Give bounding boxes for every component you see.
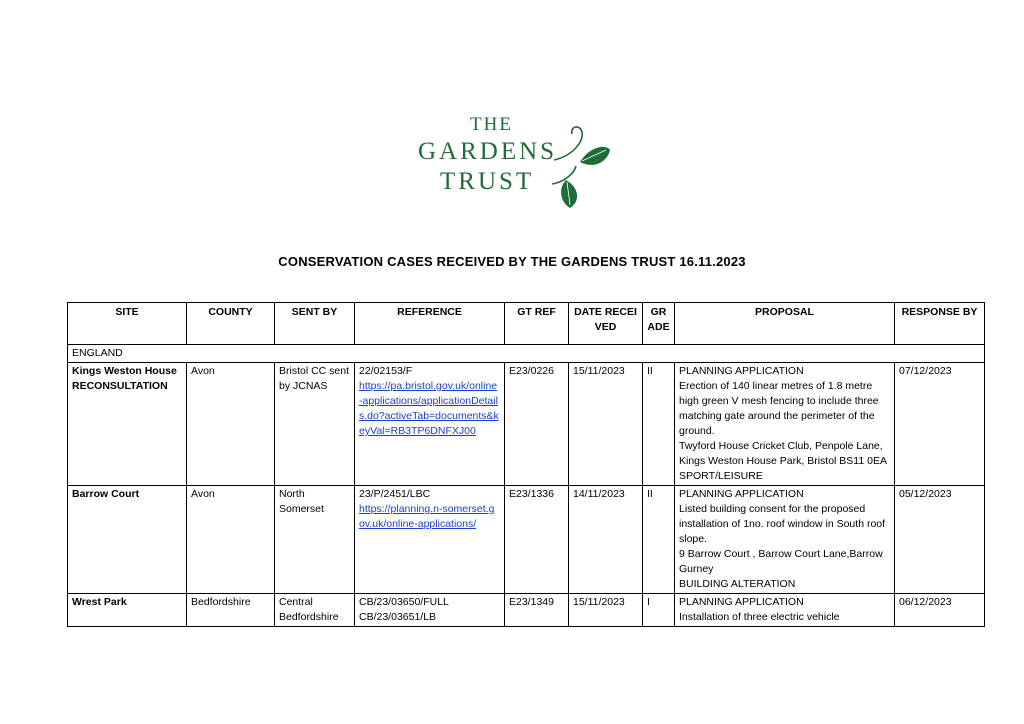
- logo-line-trust: TRUST: [440, 168, 535, 195]
- reference-number: 23/P/2451/LBC: [359, 488, 431, 500]
- cell-proposal: [675, 594, 895, 627]
- col-header-sent-by: SENT BY: [275, 303, 355, 345]
- proposal-category: SPORT/LEISURE: [679, 470, 763, 482]
- cell-sent-by: Bristol CC sent by JCNAS: [275, 363, 355, 486]
- cell-grade: II: [643, 486, 675, 594]
- cell-county: Bedfordshire: [187, 594, 275, 627]
- document-title: CONSERVATION CASES RECEIVED BY THE GARDENS TRUST 16.11.2023: [278, 254, 746, 269]
- col-header-grade: GRADE: [643, 303, 675, 345]
- proposal-type: PLANNING APPLICATION: [679, 596, 804, 608]
- col-header-site: SITE: [68, 303, 187, 345]
- reference-number: CB/23/03650/FULL: [359, 596, 449, 608]
- cell-reference: [355, 363, 505, 486]
- proposal-category: BUILDING ALTERATION: [679, 578, 796, 590]
- cell-response-by: 06/12/2023: [895, 594, 985, 627]
- reference-link[interactable]: https://pa.bristol.gov.uk/online-applications/applicationDetails.do?activeTab=documents&keyVal=RB3TP6DNFXJ00: [359, 380, 499, 437]
- cell-site: Wrest Park: [68, 594, 187, 627]
- col-header-county: COUNTY: [187, 303, 275, 345]
- cell-date-received: 14/11/2023: [569, 486, 643, 594]
- col-header-response-by: RESPONSE BY: [895, 303, 985, 345]
- proposal-address: Twyford House Cricket Club, Penpole Lane, Kings Weston House Park, Bristol BS11 0EA: [679, 440, 887, 467]
- section-row: [68, 345, 985, 363]
- cell-response-by: 05/12/2023: [895, 486, 985, 594]
- cell-response-by: 07/12/2023: [895, 363, 985, 486]
- reference-link[interactable]: https://planning.n-somerset.gov.uk/online-applications/: [359, 503, 495, 530]
- proposal-text: Listed building consent for the proposed installation of 1no. roof window in South roof slope.: [679, 503, 886, 545]
- logo-line-gardens: GARDENS: [418, 138, 558, 165]
- header-row: [68, 303, 985, 345]
- col-header-gt-ref: GT REF: [505, 303, 569, 345]
- section-label: ENGLAND: [68, 345, 985, 363]
- gardens-trust-logo: [414, 112, 614, 212]
- cell-county: Avon: [187, 363, 275, 486]
- cell-reference: [355, 486, 505, 594]
- cell-grade: I: [643, 594, 675, 627]
- col-header-date-received: DATE RECEIVED: [569, 303, 643, 345]
- cell-date-received: 15/11/2023: [569, 363, 643, 486]
- cell-site: Barrow Court: [68, 486, 187, 594]
- proposal-text: Installation of three electric vehicle: [679, 611, 840, 623]
- cell-proposal: [675, 363, 895, 486]
- proposal-type: PLANNING APPLICATION: [679, 365, 804, 377]
- proposal-address: 9 Barrow Court , Barrow Court Lane,Barrow Gurney: [679, 548, 883, 575]
- proposal-type: PLANNING APPLICATION: [679, 488, 804, 500]
- cell-gt-ref: E23/1349: [505, 594, 569, 627]
- col-header-proposal: PROPOSAL: [675, 303, 895, 345]
- reference-number-2: CB/23/03651/LB: [359, 611, 437, 623]
- cell-county: Avon: [187, 486, 275, 594]
- table-row: [68, 594, 985, 627]
- table-row: [68, 363, 985, 486]
- cell-sent-by: Central Bedfordshire: [275, 594, 355, 627]
- cell-gt-ref: E23/0226: [505, 363, 569, 486]
- col-header-reference: REFERENCE: [355, 303, 505, 345]
- cell-gt-ref: E23/1336: [505, 486, 569, 594]
- reference-number: 22/02153/F: [359, 365, 413, 377]
- cell-site: Kings Weston House RECONSULTATION: [68, 363, 187, 486]
- proposal-text: Erection of 140 linear metres of 1.8 metre high green V mesh fencing to include three matching gate around the perimeter of the ground.: [679, 380, 879, 437]
- cell-sent-by: North Somerset: [275, 486, 355, 594]
- cell-proposal: [675, 486, 895, 594]
- logo-line-the: THE: [470, 114, 513, 135]
- cell-date-received: 15/11/2023: [569, 594, 643, 627]
- cell-grade: II: [643, 363, 675, 486]
- cases-table: [67, 302, 985, 627]
- cell-reference: [355, 594, 505, 627]
- table-row: [68, 486, 985, 594]
